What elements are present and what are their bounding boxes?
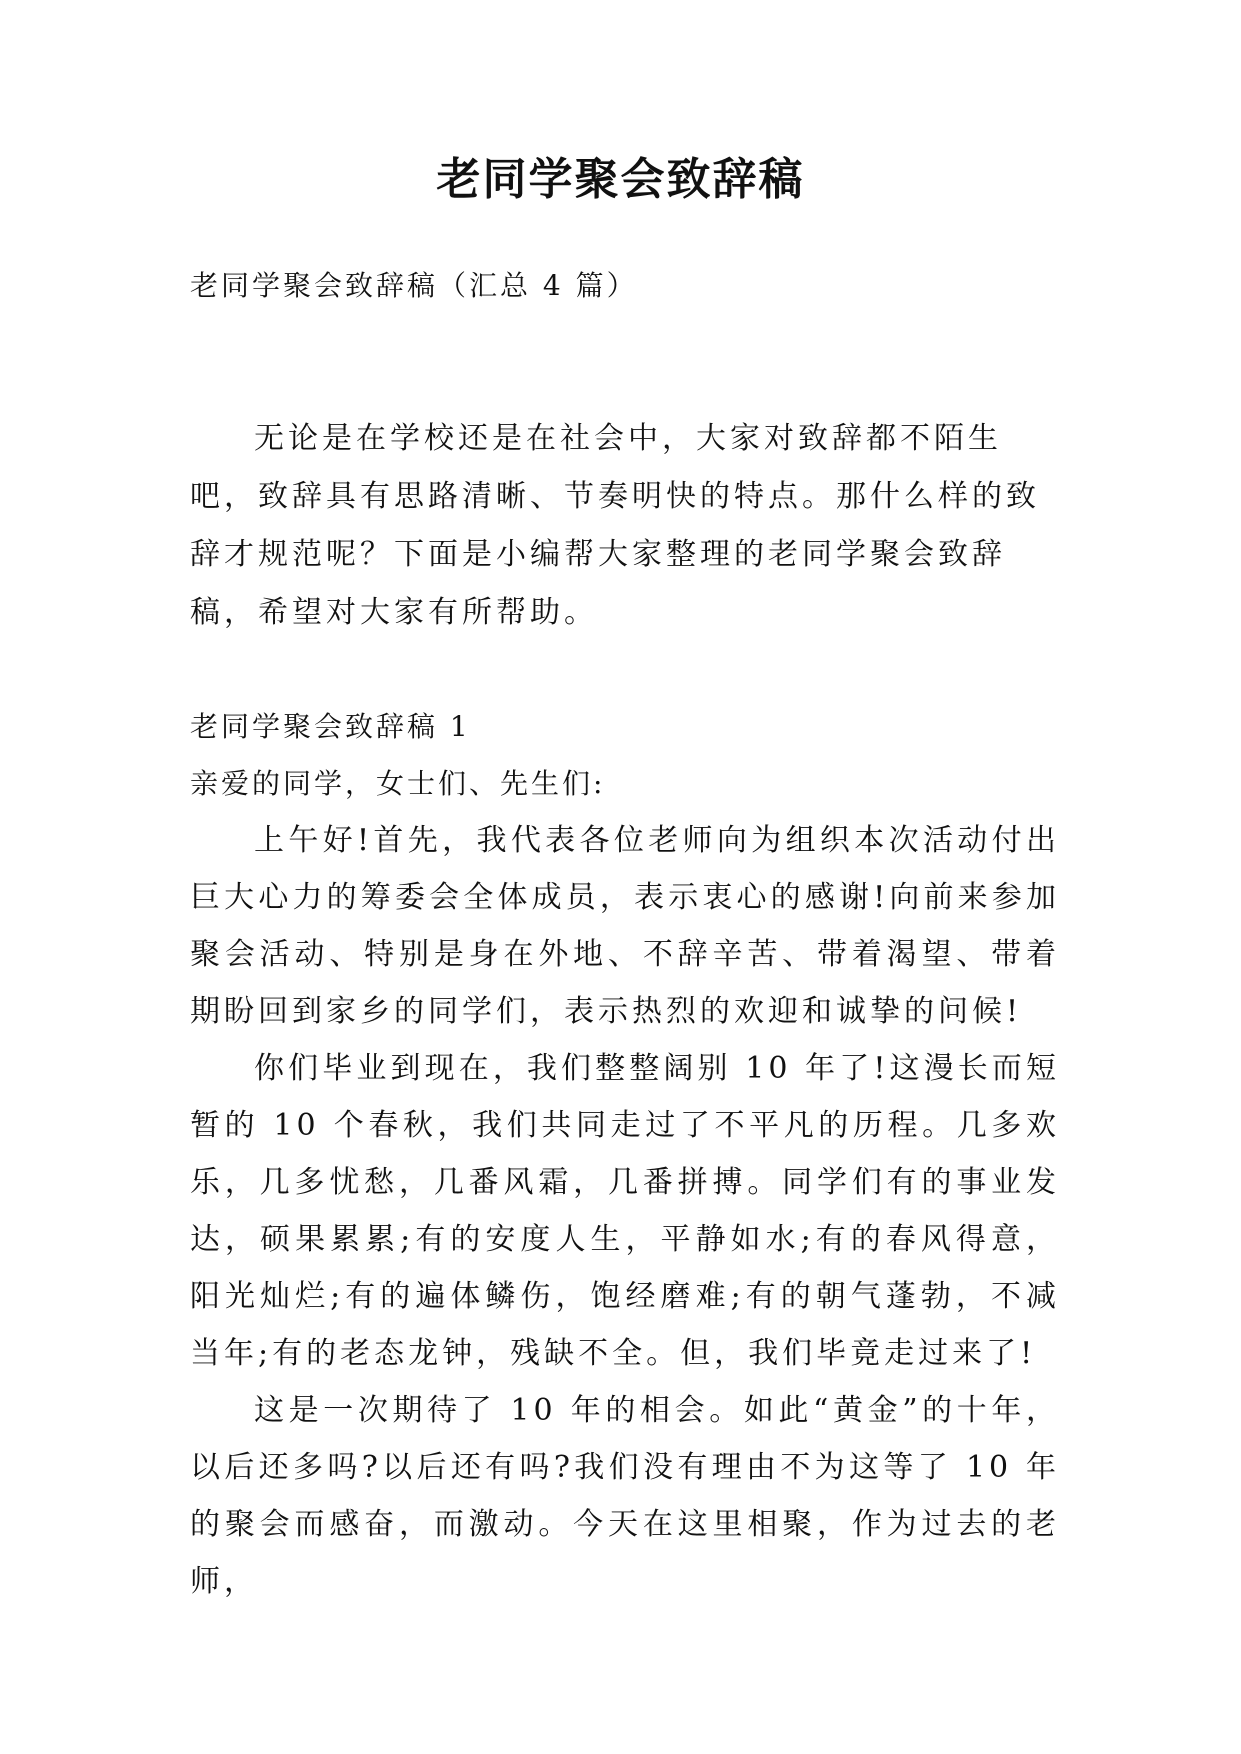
section-heading: 老同学聚会致辞稿 1: [190, 710, 471, 743]
intro-paragraph: 无论是在学校还是在社会中，大家对致辞都不陌生吧，致辞具有思路清晰、节奏明快的特点。那什么样的致辞才规范呢？下面是小编帮大家整理的老同学聚会致辞稿，希望对大家有所帮助。: [190, 421, 1040, 630]
salutation: 亲爱的同学，女士们、先生们:: [190, 767, 606, 800]
body-paragraph: 上午好!首先，我代表各位老师向为组织本次活动付出巨大心力的筹委会全体成员，表示衷心的感谢!向前来参加聚会活动、特别是身在外地、不辞辛苦、带着渴望、带着期盼回到家乡的同学们，表示热烈的欢迎和诚挚的问候!: [190, 823, 1060, 1029]
document-title: 老同学聚会致辞稿: [436, 154, 805, 205]
body-paragraph: 你们毕业到现在，我们整整阔别 10 年了!这漫长而短暂的 10 个春秋，我们共同走过了不平凡的历程。几多欢乐，几多忧愁，几番风霜，几番拼搏。同学们有的事业发达，硕果累累;有的安度人生，平静如水;有的春风得意，阳光灿烂;有的遍体鳞伤，饱经磨难;有的朝气蓬勃，不减当年;有的老态龙钟，残缺不全。但，我们毕竟走过来了!: [190, 1051, 1060, 1371]
section-1: [190, 698, 1060, 1610]
document-subtitle: 老同学聚会致辞稿（汇总 4 篇）: [190, 269, 638, 302]
body-paragraph: 这是一次期待了 10 年的相会。如此“黄金”的十年，以后还多吗?以后还有吗?我们没有理由不为这等了 10 年的聚会而感奋，而激动。今天在这里相聚，作为过去的老师，: [190, 1393, 1060, 1599]
